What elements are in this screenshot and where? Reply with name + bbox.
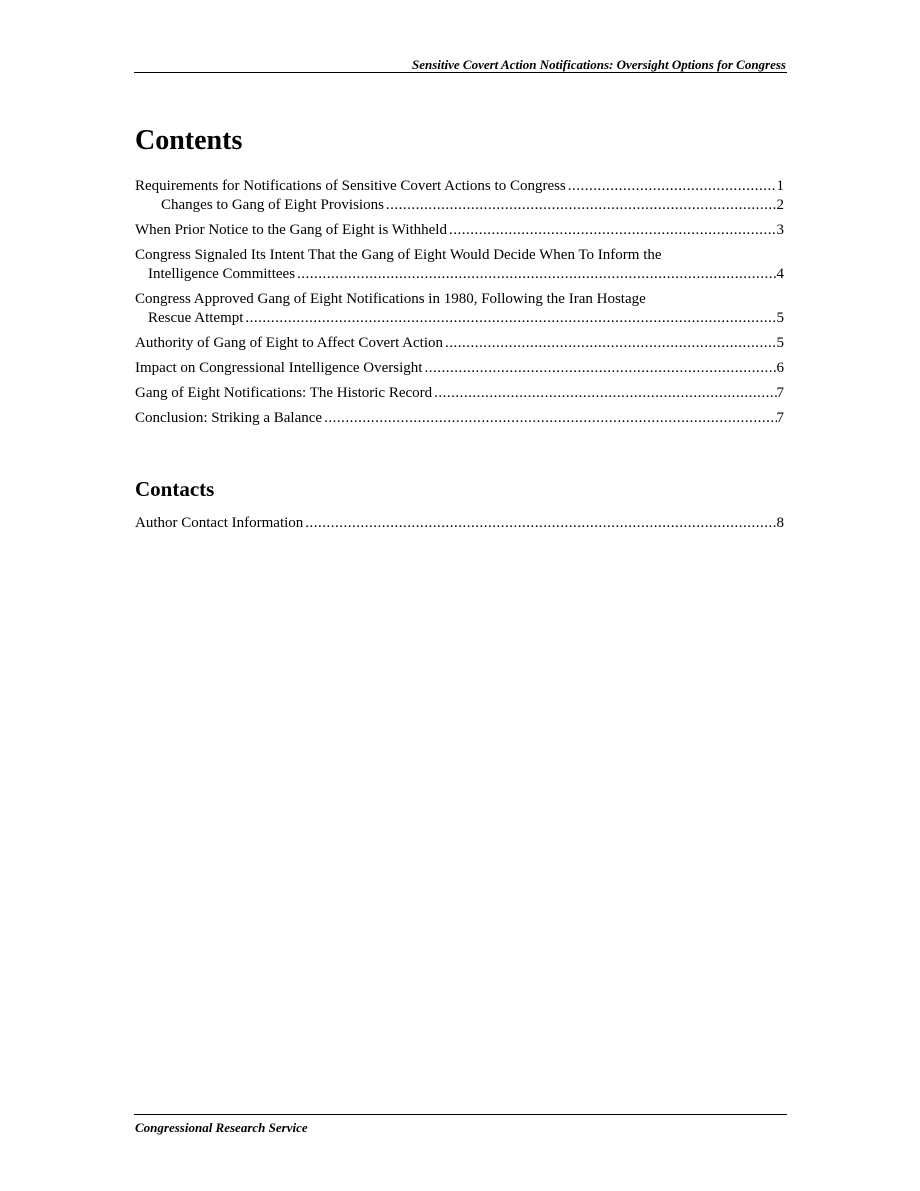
toc-entry[interactable]	[135, 514, 784, 533]
toc-entry-title: Gang of Eight Notifications: The Historic Record	[135, 385, 433, 401]
toc-dot-leader	[566, 177, 777, 196]
toc-dot-leader	[295, 265, 776, 284]
toc-entry[interactable]	[135, 196, 784, 215]
toc-page-number: 7	[776, 385, 784, 401]
contacts-list	[135, 514, 784, 539]
toc-entry-title: Congress Approved Gang of Eight Notifications in 1980, Following the Iran Hostage	[135, 291, 646, 307]
toc-page-number: 5	[776, 310, 784, 326]
toc-entry-title: Congress Signaled Its Intent That the Gang of Eight Would Decide When To Inform the	[135, 247, 662, 263]
toc-dot-leader	[303, 514, 776, 533]
toc-page-number: 7	[776, 410, 784, 426]
running-footer: Congressional Research Service	[135, 1120, 308, 1135]
toc-entry[interactable]	[135, 409, 784, 428]
toc-page-number: 3	[776, 222, 784, 238]
toc-entry[interactable]	[135, 290, 784, 328]
toc-entry-title: Author Contact Information	[135, 515, 304, 531]
toc-dot-leader	[432, 384, 776, 403]
toc-entry-title: Changes to Gang of Eight Provisions	[161, 197, 384, 213]
toc-page-number: 5	[776, 335, 784, 351]
toc-entry[interactable]	[135, 177, 784, 196]
header-rule	[134, 72, 787, 73]
toc-page-number: 1	[776, 178, 784, 194]
contents-title: Contents	[135, 125, 243, 156]
toc-entry[interactable]	[135, 334, 784, 353]
toc-entry[interactable]	[135, 246, 784, 284]
toc-dot-leader	[443, 334, 776, 353]
footer-rule	[134, 1114, 787, 1115]
toc-entry-title: Authority of Gang of Eight to Affect Covert Action	[135, 335, 444, 351]
toc-page-number: 2	[776, 197, 784, 213]
toc-entry[interactable]	[135, 384, 784, 403]
toc-page-number: 8	[776, 515, 784, 531]
toc-entry-title: Conclusion: Striking a Balance	[135, 410, 323, 426]
toc-dot-leader	[322, 409, 776, 428]
toc-entry[interactable]	[135, 221, 784, 240]
toc-page-number: 4	[776, 266, 784, 282]
toc-page-number: 6	[776, 360, 784, 376]
toc-dot-leader	[422, 359, 776, 378]
table-of-contents	[135, 177, 784, 434]
toc-dot-leader	[384, 196, 777, 215]
contacts-title: Contacts	[135, 477, 215, 501]
toc-dot-leader	[447, 221, 777, 240]
toc-entry-title: Intelligence Committees	[148, 266, 296, 282]
toc-entry[interactable]	[135, 359, 784, 378]
toc-entry-title: Requirements for Notifications of Sensitive Covert Actions to Congress	[135, 178, 566, 194]
toc-entry-title: When Prior Notice to the Gang of Eight is Withheld	[135, 222, 447, 238]
toc-dot-leader	[243, 309, 776, 328]
running-header: Sensitive Covert Action Notifications: Oversight Options for Congress	[411, 57, 786, 72]
toc-entry-title: Impact on Congressional Intelligence Oversight	[135, 360, 423, 376]
toc-entry-title: Rescue Attempt	[148, 310, 244, 326]
